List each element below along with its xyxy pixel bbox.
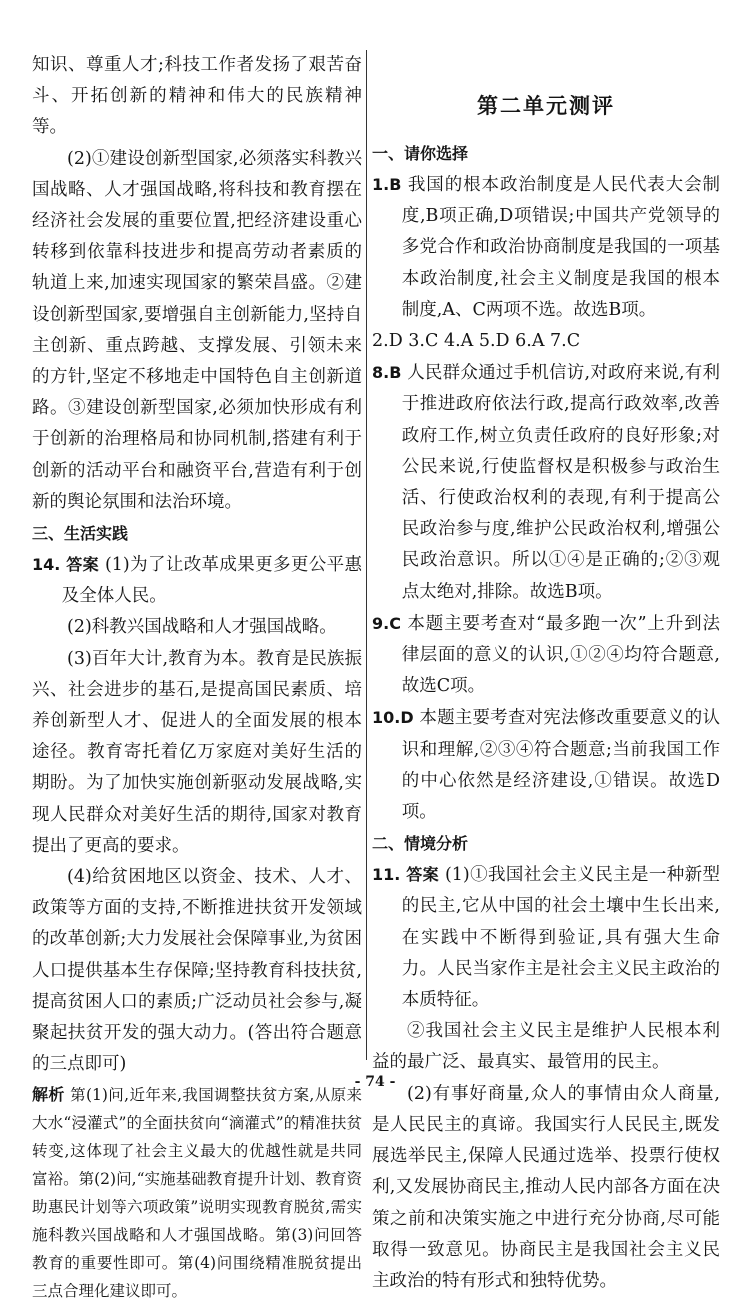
question-number: 1.B — [372, 175, 402, 194]
question-number: 10.D — [372, 708, 414, 728]
paragraph: ②我国社会主义民主是维护人民根本利益的最广泛、最真实、最管用的民主。 — [372, 1021, 720, 1073]
left-column — [32, 50, 362, 1305]
question-number: 11. — [372, 865, 401, 885]
paragraph: 知识、尊重人才;科技工作者发扬了艰苦奋斗、开拓创新的精神和伟大的民族精神等。 — [32, 55, 362, 138]
column-divider — [366, 50, 367, 1060]
answer-label: 答案 — [406, 865, 440, 885]
answer-label: 答案 — [66, 555, 100, 575]
paragraph: (2)有事好商量,众人的事情由众人商量,是人民民主的真谛。我国实行人民民主,既发展选举民主,保障人民通过选举、投票行使权利,又发展协商民主,推动人民内部各方面在决策之前和决策实施之中进行充分协商,尽可能取得一致意见。协商民主是我国社会主义民主政治的特有形式和独特优势。 — [372, 1083, 720, 1291]
answer-text: 本题主要考查对宪法修改重要意义的认识和理解,②③④符合题意;当前我国工作的中心依然是经济建设,①错误。故选D项。 — [401, 708, 720, 823]
answer-text: 本题主要考查对“最多跑一次”上升到法律层面的意义的认识,①②④均符合题意,故选C项。 — [401, 613, 720, 697]
answer-14 — [32, 549, 362, 612]
answer-text: 我国的根本政治制度是人民代表大会制度,B项正确,D项错误;中国共产党领导的多党合作和政治协商制度是我国的一项基本政治制度,社会主义制度是我国的根本制度,A、C两项不选。故选B项。 — [401, 175, 720, 320]
answer-text: (1)①我国社会主义民主是一种新型的民主,它从中国的社会土壤中生长出来,在实践中不断得到验证,具有强大生命力。人民当家作主是社会主义民主政治的本质特征。 — [401, 865, 720, 1011]
section-heading: 一、请你选择 — [372, 144, 469, 163]
right-column — [372, 50, 720, 1297]
paragraph: (3)百年大计,教育为本。教育是民族振兴、社会进步的基石,是提高国民素质、培养创新型人才、促进人的全面发展的根本途径。教育寄托着亿万家庭对美好生活的期盼。为了加快实施创新驱动发展战略,实现人民群众对美好生活的期待,国家对教育提出了更高的要求。 — [32, 648, 362, 856]
paragraph: (2)科教兴国战略和人才强国战略。 — [67, 617, 337, 638]
answer-text: (1)为了让改革成果更多更公平惠及全体人民。 — [61, 555, 362, 607]
answers-2-7: 2.D 3.C 4.A 5.D 6.A 7.C — [372, 331, 581, 352]
analysis-label: 解析 — [32, 1084, 65, 1104]
answer-1 — [372, 169, 720, 326]
paragraph: (4)给贫困地区以资金、技术、人才、政策等方面的支持,不断推进扶贫开发领域的改革创新;大力发展社会保障事业,为贫困人口提供基本生存保障;坚持教育科技扶贫,提高贫困人口的素质;广泛动员社会参与,凝聚起扶贫开发的强大动力。(答出符合题意的三点即可) — [32, 867, 362, 1075]
answer-11 — [372, 859, 720, 1016]
analysis-text: 第(1)问,近年来,我国调整扶贫方案,从原来大水“浸灌式”的全面扶贫向“滴灌式”的精准扶贫转变,这体现了社会主义最大的优越性就是共同富裕。第(2)问,“实施基础教育提升计划、教育资助惠民计划等六项政策”说明实现教育脱贫,需实施科教兴国战略和人才强国战略。第(3)问回答教育的重要性即可。第(4)问围绕精准脱贫提出三点合理化建议即可。 — [32, 1085, 362, 1300]
answer-text: 人民群众通过手机信访,对政府来说,有利于推进政府依法行政,提高行政效率,改善政府工作,树立负责任政府的良好形象;对公民来说,行使监督权是积极参与政治生活、行使政治权利的表现,有利于提高公民政治参与度,维护公民政治权利,增强公民政治意识。所以①④是正确的;②③观点太绝对,排除。故选B项。 — [401, 363, 720, 602]
section-heading: 二、情境分析 — [372, 834, 469, 854]
answer-10 — [372, 702, 720, 828]
section-heading: 三、生活实践 — [32, 524, 129, 544]
question-number: 8.B — [372, 363, 402, 383]
question-number: 9.C — [372, 613, 401, 633]
answer-9 — [372, 608, 720, 703]
question-number: 14. — [32, 555, 61, 575]
paragraph: (2)①建设创新型国家,必须落实科教兴国战略、人才强国战略,将科技和教育摆在经济社会发展的重要位置,把经济建设重心转移到依靠科技进步和提高劳动者素质的轨道上来,加速实现国家的繁荣昌盛。②建设创新型国家,要增强自主创新能力,坚持自主创新、重点跨越、支撑发展、引领未来的方针,坚定不移地走中国特色自主创新道路。③建设创新型国家,必须加快形成有利于创新的治理格局和协同机制,搭建有利于创新的活动平台和融资平台,营造有利于创新的舆论氛围和法治环境。 — [32, 148, 362, 512]
analysis — [32, 1081, 362, 1305]
page-title: 第二单元测评 — [477, 94, 615, 118]
answer-8 — [372, 357, 720, 608]
page-number: - 74 - — [354, 1074, 396, 1090]
